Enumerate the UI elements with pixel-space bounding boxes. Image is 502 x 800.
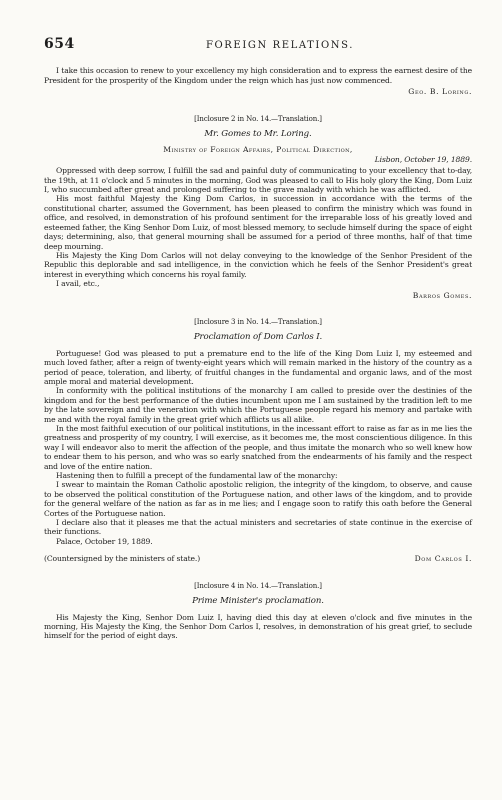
inclosure-3-label: [Inclosure 3 in No. 14.—Translation.] <box>194 317 322 326</box>
dateline: Lisbon, October 19, 1889. <box>374 154 472 164</box>
signature-gomes: Barros Gomes. <box>412 290 472 300</box>
paragraph: His Majesty the King Dom Carlos will not delay conveying to the knowledge of the Senhor President of the Republic this deplorable and sad intelligence, in the conviction which he feels of the Senhor President's great interest in everything which concerns his royal family. <box>44 250 472 279</box>
running-title: FOREIGN RELATIONS. <box>205 40 354 51</box>
paragraph: His Majesty the King, Senhor Dom Luiz I, having died this day at eleven o'clock and five minutes in the morning, His Majesty the King, the Senhor Dom Carlos I, resolves, in demonstration of his great grief, to seclude himself for the period of eight days. <box>44 612 472 641</box>
inclosure-4-label: [Inclosure 4 in No. 14.—Translation.] <box>194 581 322 590</box>
ministry-heading: Ministry of Foreign Affairs, Political Direction, <box>163 145 353 155</box>
inclosure-4-title: Prime Minister's proclamation. <box>192 596 324 607</box>
closing-paragraph: I take this occasion to renew to your excellency my high consideration and to express the earnest desire of the President for the prosperity of the Kingdom under the reign which has just now commenced. <box>44 66 472 85</box>
inclosure-2-title: Mr. Gomes to Mr. Loring. <box>204 129 312 140</box>
paragraph: His most faithful Majesty the King Dom Carlos, in succession in accordance with the terms of the constitutional charter, assumed the Government, has been pleased to confirm the ministry which was found in office, and resolved, in demonstration of his profound sentiment for the irreparable loss of his greatly loved and esteemed father, the King Senhor Dom Luiz, of most blessed memory, to seclude himself during the space of eight days; determining, also, that general mourning shall be assumed for a period of three months, half of that time deep mourning. <box>44 194 472 251</box>
paragraph: I avail, etc., <box>56 279 100 289</box>
paragraph: In conformity with the political institutions of the monarchy I am called to preside over the destinies of the kingdom and for the best performance of the duties incumbent upon me I am sustained by the tradition left to me by the late sovereign and the veneration with which the Portuguese people regard his memory and partake with me and with the royal family in the great grief which afflicts us all alike. <box>44 386 472 424</box>
paragraph: Palace, October 19, 1889. <box>56 536 153 546</box>
countersign-note: (Countersigned by the ministers of state.) <box>44 554 201 564</box>
inclosure-2-label: [Inclosure 2 in No. 14.—Translation.] <box>194 114 322 123</box>
paragraph: Oppressed with deep sorrow, I fulfill the sad and painful duty of communicating to your excellency that to-day, the 19th, at 11 o'clock and 5 minutes in the morning, God was pleased to call to His holy glory the King, Dom Luiz I, who succumbed after great and prolonged suffering to the grave malady with which he was afflicted. <box>44 166 472 195</box>
inclosure-3-title: Proclamation of Dom Carlos I. <box>193 332 323 343</box>
paragraph: Hastening then to fulfill a precept of the fundamental law of the monarchy: <box>56 471 338 481</box>
paragraph: I swear to maintain the Roman Catholic apostolic religion, the integrity of the kingdom, to observe, and cause to be observed the political constitution of the Portuguese nation, and other laws of the kingdom, and to provide for the general welfare of the nation as far as in me lies; and I engage soon to ratify this oath before the General Cortes of the Portuguese nation. <box>44 480 472 518</box>
countersign-line <box>44 554 472 563</box>
document-page <box>44 36 472 641</box>
page-number: 654 <box>44 36 75 52</box>
paragraph: In the most faithful execution of our political institutions, in the incessant effort to raise as far as in me lies the greatness and prosperity of my country, I will exercise, as it becomes me, the most conscientious diligence. In this way I will endeavor also to merit the affection of the people, and thus imitate the monarch who so well knew how to endear them to his person, and who was so early snatched from the endearments of his family and the respect and love of the entire nation. <box>44 424 472 471</box>
signature-loring: Geo. B. Loring. <box>408 87 472 97</box>
signature-carlos: Dom Carlos I. <box>414 554 472 564</box>
page-header <box>44 36 472 52</box>
paragraph: I declare also that it pleases me that the actual ministers and secretaries of state continue in the exercise of their functions. <box>44 518 472 537</box>
paragraph: Portuguese! God was pleased to put a premature end to the life of the King Dom Luiz I, my esteemed and much loved father, after a reign of twenty-eight years which will remain marked in the history of the country as a period of peace, toleration, and liberty, of fruitful changes in the fundamental and organic laws, and of the most ample moral and material development. <box>44 348 472 386</box>
